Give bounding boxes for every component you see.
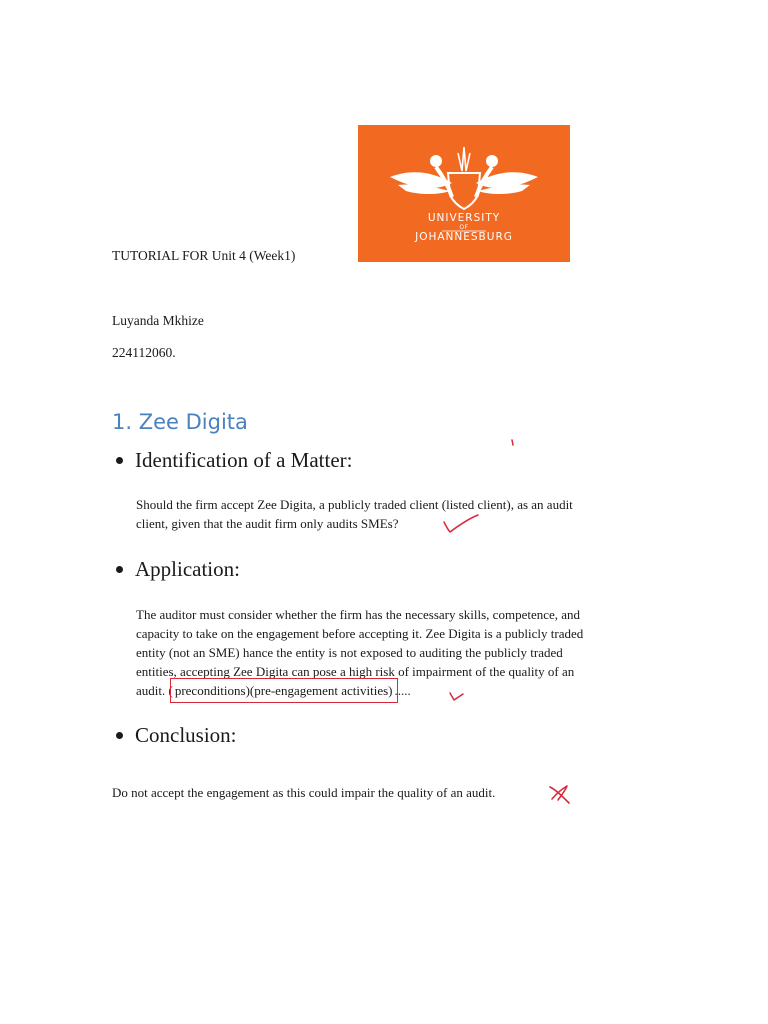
conclusion-text: Do not accept the engagement as this could impair the quality of an audit. [112,785,496,800]
ink-tick-mark [512,440,513,445]
application-line: entity (not an SME) hance the entity is not exposed to auditing the publicly traded [136,645,563,660]
application-last-suffix: ..... [394,683,411,698]
student-name: Luyanda Mkhize [112,313,204,328]
bullet-icon [116,566,123,573]
application-line: entities, accepting Zee Digita can pose a high risk of impairment of the quality of an [136,664,575,679]
identification-line: client, given that the audit firm only audits SMEs? [136,516,399,531]
bullet-conclusion [112,723,237,748]
bullet-application [112,557,240,582]
application-last-line [136,681,656,700]
application-line: The auditor must consider whether the firm has the necessary skills, competence, and [136,607,581,622]
conclusion-label: Conclusion: [135,723,237,747]
student-number: 224112060. [112,345,176,360]
tutorial-title: TUTORIAL FOR Unit 4 (Week1) [112,248,296,263]
highlighted-preconditions: preconditions)(pre-engagement activities) [174,683,393,698]
section-heading: 1. Zee Digita [112,410,248,434]
university-logo [358,125,570,262]
bullet-icon [116,732,123,739]
cross-mark-icon [550,786,569,803]
application-last-prefix: audit. ( [136,683,173,698]
bullet-icon [116,457,123,464]
logo-text-johannesburg: JOHANNESBURG [415,231,513,243]
application-line: capacity to take on the engagement before accepting it. Zee Digita is a publicly traded [136,626,584,641]
identification-line: Should the firm accept Zee Digita, a publicly traded client (listed client), as an audit [136,497,573,512]
application-paragraph [136,605,656,700]
identification-label: Identification of a Matter: [135,448,353,472]
bullet-identification [112,448,353,473]
identification-paragraph [136,495,656,533]
application-label: Application: [135,557,240,581]
logo-text-university: UNIVERSITY [427,212,501,224]
logo-text-of: OF [459,224,469,231]
